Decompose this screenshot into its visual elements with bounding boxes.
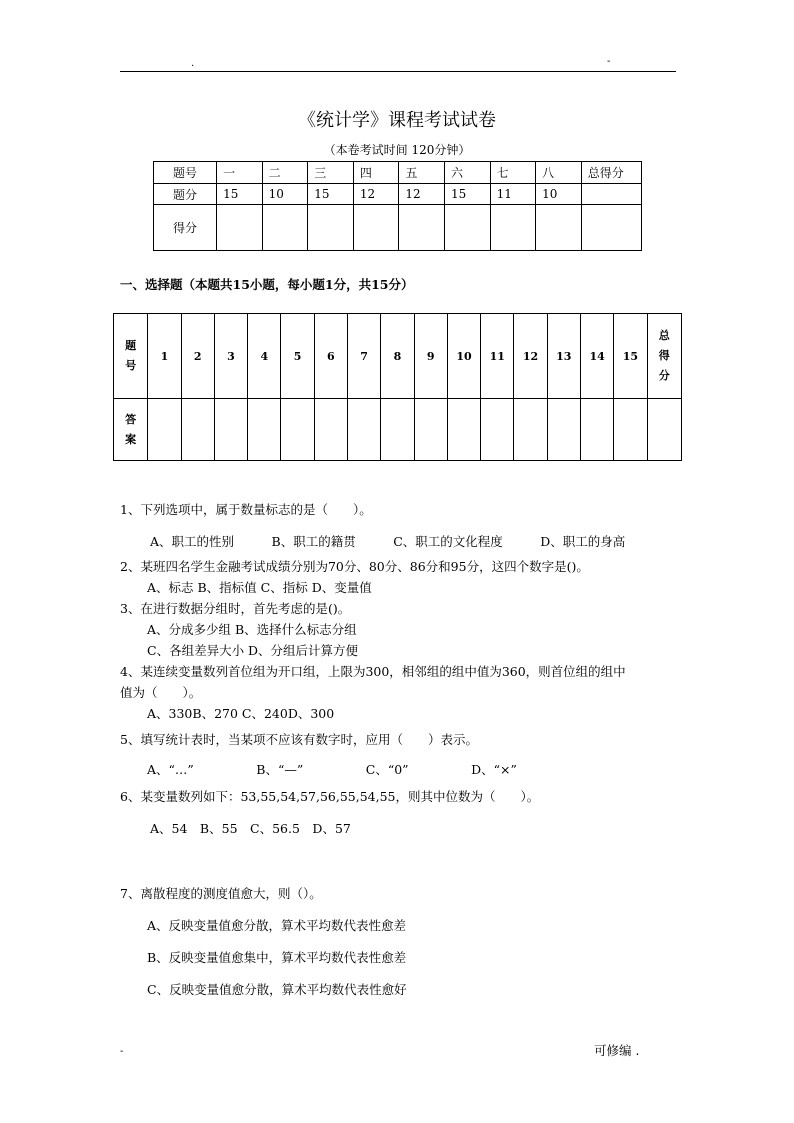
question-3: 3、在进行数据分组时，首先考虑的是()。 bbox=[120, 601, 351, 616]
score-input-cell bbox=[308, 205, 354, 251]
score-cell bbox=[581, 184, 641, 205]
answer-total-cell bbox=[647, 314, 681, 399]
question-5-options: A、“…” B、“—” C、“0” D、“×” bbox=[147, 762, 517, 777]
score-table-row-score bbox=[154, 205, 642, 251]
score-cell: 15 bbox=[444, 184, 490, 205]
answer-row-label: 答案 bbox=[125, 412, 137, 446]
question-4-continued: 值为（ ）。 bbox=[120, 685, 202, 700]
score-input-cell bbox=[262, 205, 308, 251]
score-table-row-points bbox=[154, 184, 642, 205]
answer-total-label: 总得分 bbox=[658, 329, 670, 382]
answer-number-cell: 14 bbox=[580, 314, 613, 399]
score-cell: 得分 bbox=[154, 205, 217, 251]
score-cell: 10 bbox=[262, 184, 308, 205]
answer-number-cell: 2 bbox=[181, 314, 214, 399]
score-cell: 题号 bbox=[154, 162, 217, 184]
answer-number-cell: 13 bbox=[547, 314, 580, 399]
header-mark-right: - bbox=[607, 56, 611, 67]
answer-table bbox=[113, 313, 682, 461]
score-input-cell bbox=[444, 205, 490, 251]
answer-blank-cell bbox=[447, 399, 480, 461]
answer-blank-cell bbox=[248, 399, 281, 461]
answer-blank-cell bbox=[381, 399, 414, 461]
score-cell: 四 bbox=[353, 162, 399, 184]
answer-number-cell: 1 bbox=[148, 314, 181, 399]
document-title: 《统计学》课程考试试卷 bbox=[298, 110, 496, 131]
answer-blank-cell bbox=[181, 399, 214, 461]
score-cell: 总得分 bbox=[581, 162, 641, 184]
score-input-cell bbox=[353, 205, 399, 251]
score-cell: 六 bbox=[444, 162, 490, 184]
answer-blank-cell bbox=[614, 399, 647, 461]
question-7-option-a: A、反映变量值愈分散，算术平均数代表性愈差 bbox=[147, 918, 407, 933]
answer-number-cell: 12 bbox=[514, 314, 547, 399]
score-cell: 15 bbox=[308, 184, 354, 205]
footer-editable-note: 可修编 . bbox=[594, 1043, 640, 1058]
answer-number-cell: 8 bbox=[381, 314, 414, 399]
question-5: 5、填写统计表时，当某项不应该有数字时，应用（ ）表示。 bbox=[120, 732, 478, 747]
score-table-row-header bbox=[154, 162, 642, 184]
score-cell: 七 bbox=[490, 162, 536, 184]
answer-number-cell: 4 bbox=[248, 314, 281, 399]
answer-number-cell: 9 bbox=[414, 314, 447, 399]
answer-number-cell: 10 bbox=[447, 314, 480, 399]
score-input-cell bbox=[536, 205, 582, 251]
score-cell: 三 bbox=[308, 162, 354, 184]
answer-number-cell: 5 bbox=[281, 314, 314, 399]
answer-table-row-numbers bbox=[114, 314, 682, 399]
score-input-cell bbox=[581, 205, 641, 251]
question-1-options: A、职工的性别 B、职工的籍贯 C、职工的文化程度 D、职工的身高 bbox=[150, 534, 626, 549]
answer-blank-cell bbox=[214, 399, 247, 461]
answer-number-cell: 3 bbox=[214, 314, 247, 399]
footer-mark-left: - bbox=[120, 1046, 124, 1057]
answer-header-cell bbox=[114, 314, 148, 399]
answer-blank-cell bbox=[580, 399, 613, 461]
answer-blank-cell bbox=[314, 399, 347, 461]
question-7: 7、离散程度的测度值愈大，则（）。 bbox=[120, 886, 322, 901]
answer-number-cell: 11 bbox=[481, 314, 514, 399]
header-mark-left: . bbox=[191, 58, 195, 69]
question-6-options: A、54 B、55 C、56.5 D、57 bbox=[150, 821, 351, 836]
score-cell: 11 bbox=[490, 184, 536, 205]
header-rule bbox=[120, 71, 676, 72]
answer-number-cell: 15 bbox=[614, 314, 647, 399]
question-7-option-c: C、反映变量值愈分散，算术平均数代表性愈好 bbox=[147, 982, 407, 997]
answer-blank-cell bbox=[481, 399, 514, 461]
question-1: 1、下列选项中，属于数量标志的是（ ）。 bbox=[120, 502, 372, 517]
answer-blank-cell bbox=[347, 399, 380, 461]
answer-blank-cell bbox=[414, 399, 447, 461]
question-2-options: A、标志 B、指标值 C、指标 D、变量值 bbox=[147, 580, 372, 595]
answer-blank-cell bbox=[281, 399, 314, 461]
answer-number-cell: 6 bbox=[314, 314, 347, 399]
score-input-cell bbox=[217, 205, 263, 251]
score-cell: 题分 bbox=[154, 184, 217, 205]
answer-header-label: 题号 bbox=[125, 339, 137, 372]
score-input-cell bbox=[490, 205, 536, 251]
question-4: 4、某连续变量数列首位组为开口组，上限为300，相邻组的组中值为360，则首位组的组中 bbox=[120, 664, 626, 679]
score-input-cell bbox=[399, 205, 445, 251]
answer-table-row-answers bbox=[114, 399, 682, 461]
score-cell: 八 bbox=[536, 162, 582, 184]
score-cell: 一 bbox=[217, 162, 263, 184]
answer-blank-cell bbox=[547, 399, 580, 461]
score-cell: 10 bbox=[536, 184, 582, 205]
document-subtitle: （本卷考试时间 120分钟） bbox=[323, 143, 471, 157]
answer-number-cell: 7 bbox=[347, 314, 380, 399]
answer-label-cell bbox=[114, 399, 148, 461]
question-3-options-b: C、各组差异大小 D、分组后计算方便 bbox=[147, 643, 359, 658]
answer-blank-cell bbox=[647, 399, 681, 461]
score-cell: 12 bbox=[399, 184, 445, 205]
score-table bbox=[153, 161, 642, 251]
question-4-options: A、330B、270 C、240D、300 bbox=[147, 706, 335, 721]
question-2: 2、某班四名学生金融考试成绩分别为70分、80分、86分和95分，这四个数字是()。 bbox=[120, 559, 589, 574]
answer-blank-cell bbox=[148, 399, 181, 461]
score-cell: 二 bbox=[262, 162, 308, 184]
score-cell: 五 bbox=[399, 162, 445, 184]
score-cell: 12 bbox=[353, 184, 399, 205]
question-6: 6、某变量数列如下：53,55,54,57,56,55,54,55，则其中位数为（ ）。 bbox=[120, 789, 540, 804]
question-7-option-b: B、反映变量值愈集中，算术平均数代表性愈差 bbox=[147, 950, 407, 965]
score-cell: 15 bbox=[217, 184, 263, 205]
question-3-options-a: A、分成多少组 B、选择什么标志分组 bbox=[147, 622, 357, 637]
answer-blank-cell bbox=[514, 399, 547, 461]
section-1-title: 一、选择题（本题共15小题，每小题1分，共15分） bbox=[120, 277, 414, 292]
